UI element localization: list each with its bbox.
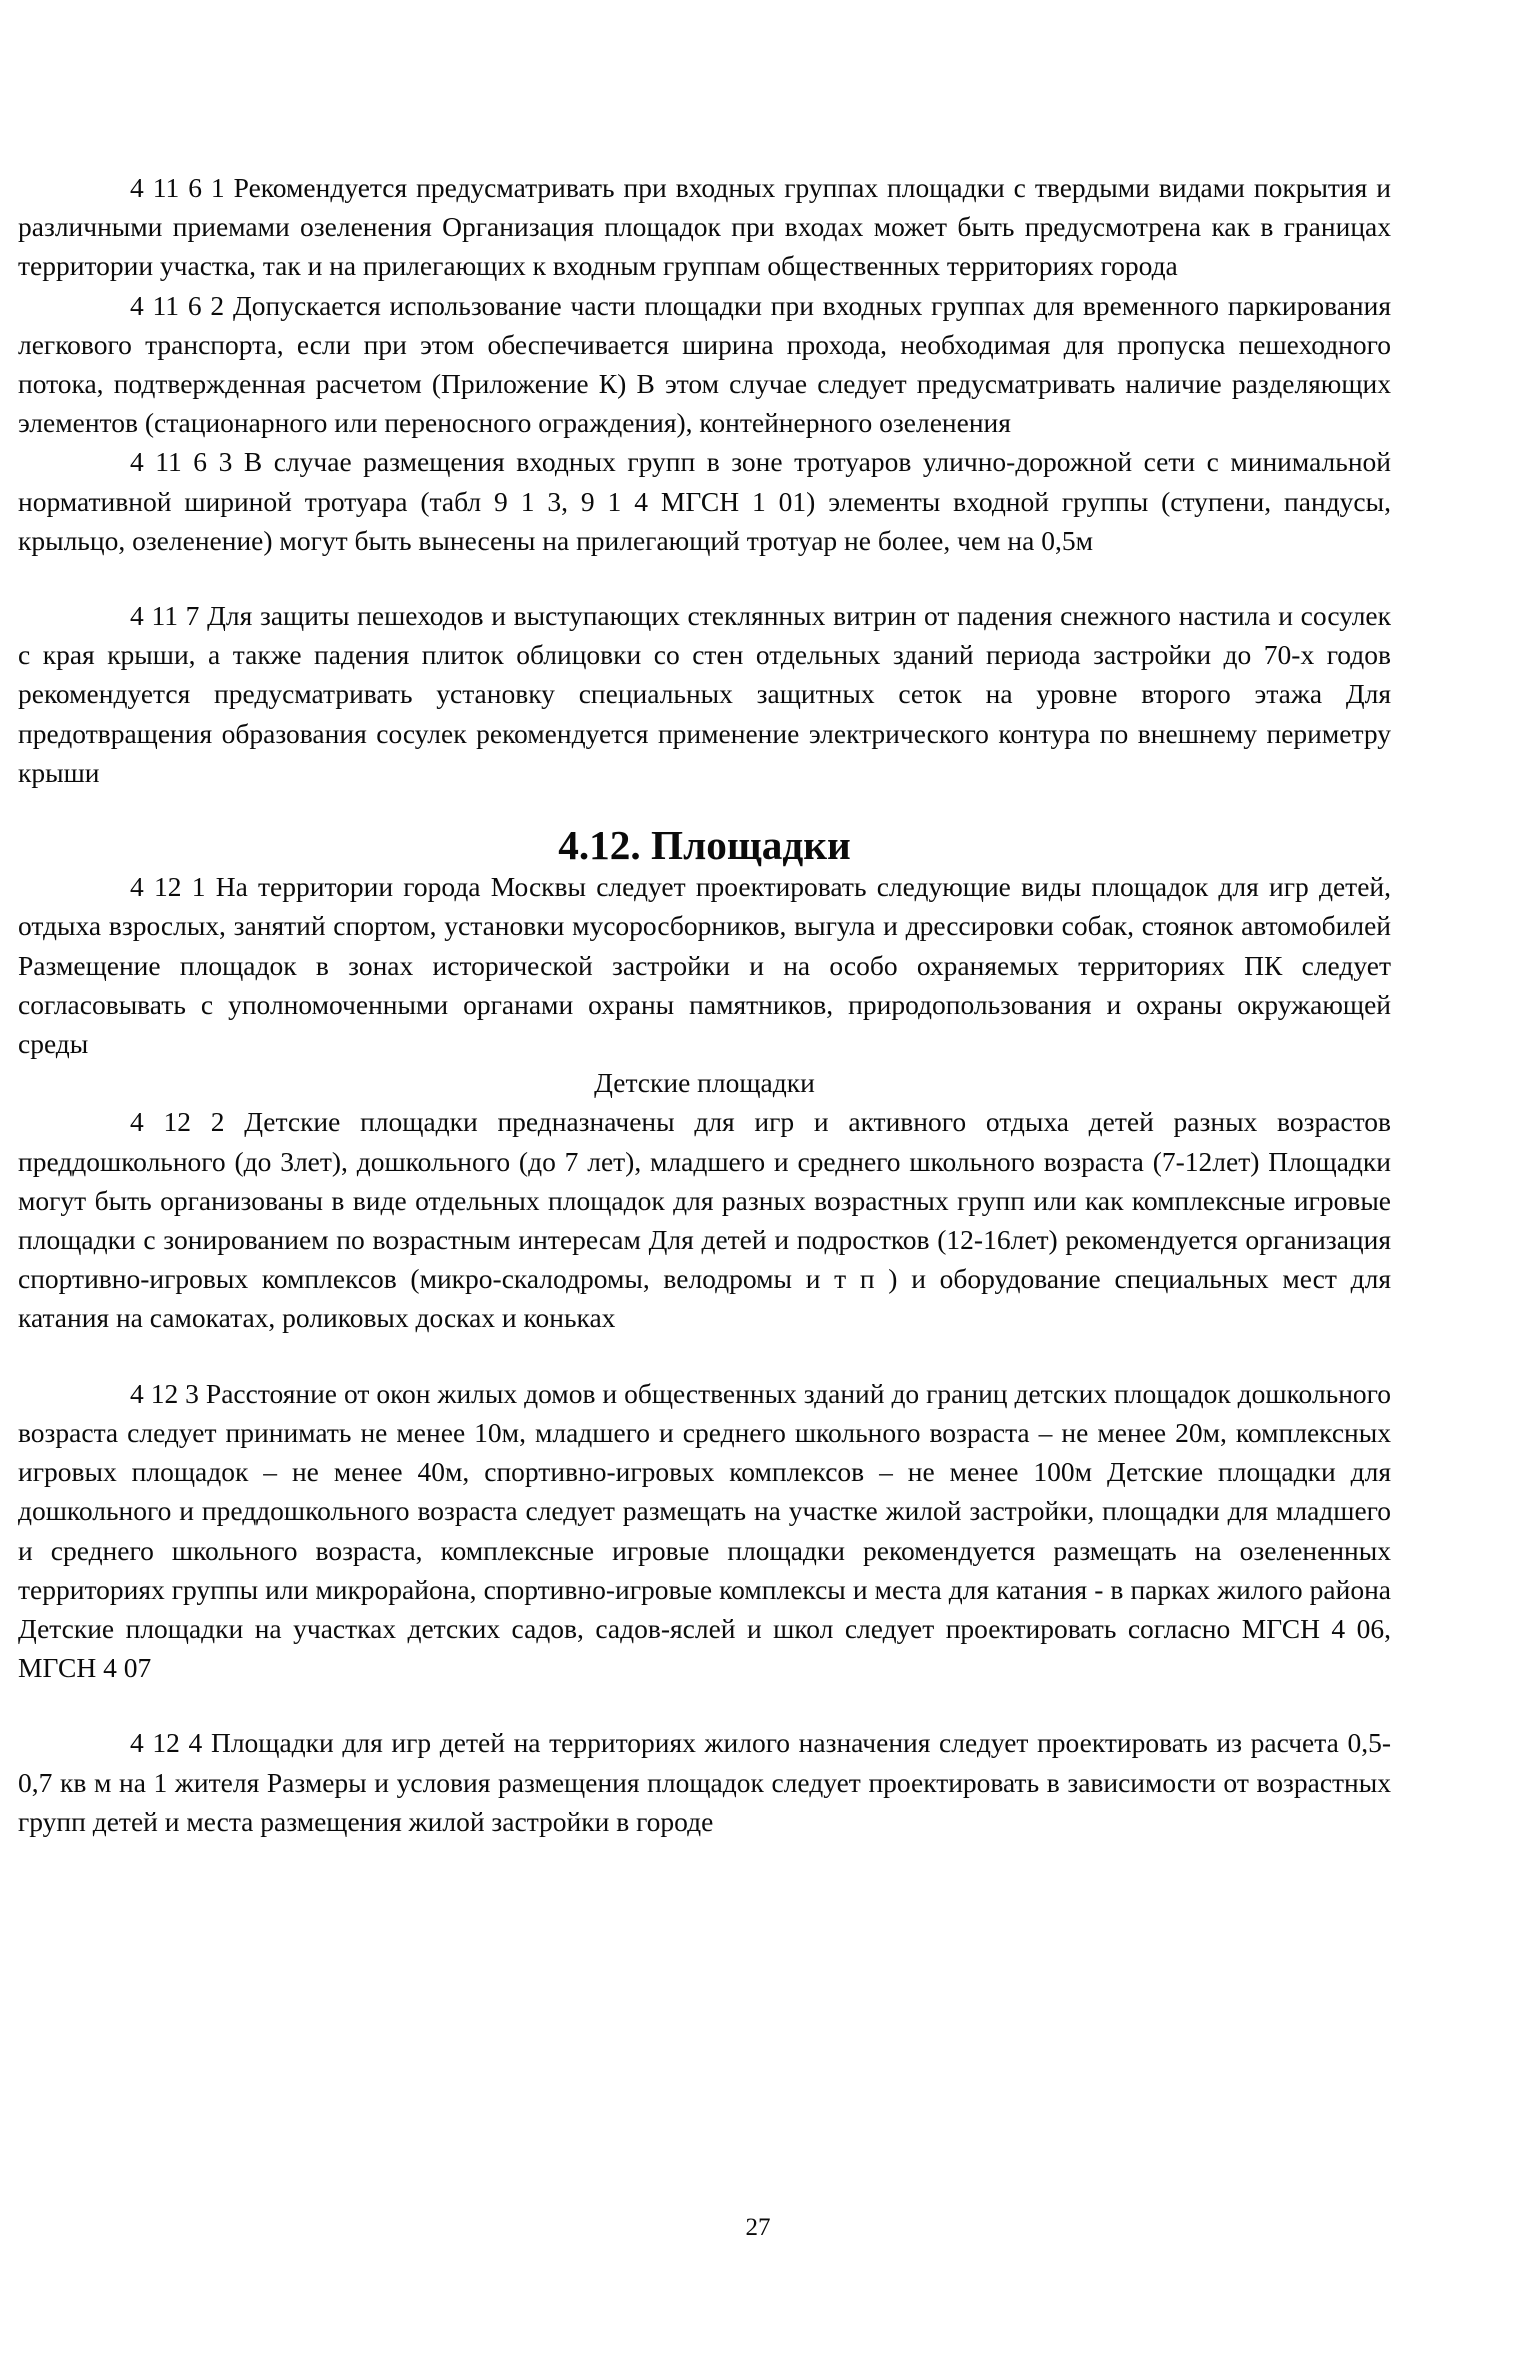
clause-number: 4 12 2 (130, 1106, 225, 1138)
paragraph-4-11-6-2 (18, 286, 1391, 443)
page-content (18, 168, 1391, 1841)
paragraph-4-11-7 (18, 596, 1391, 792)
clause-text: На территории города Москвы следует проектировать следующие виды площадок для игр детей, отдыха взрослых, занятий спортом, установки мусоросборников, выгула и дрессировки собак, стоянок автомобилей Размещение площадок в зонах исторической застройки и на особо охраняемых территориях ПК следует согласовывать с уполномоченными органами охраны памятников, природопользования и охраны окружающей среды (18, 871, 1391, 1060)
clause-number: 4 11 6 3 (130, 446, 233, 478)
clause-text: Площадки для игр детей на территориях жилого назначения следует проектировать из расчета 0,5-0,7 кв м на 1 жителя Размеры и условия размещения площадок следует проектировать в зависимости от возрастных групп детей и места размещения жилой застройки в городе (18, 1727, 1392, 1837)
subheading-children-playgrounds: Детские площадки (594, 1067, 815, 1099)
clause-text: Детские площадки предназначены для игр и активного отдыха детей разных возрастов преддошкольного (до 3лет), дошкольного (до 7 лет), младшего и среднего школьного возраста (7-12лет) Площадки могут быть организованы в виде отдельных площадок для разных возрастных групп или как комплексные игровые площадки с зонированием по возрастным интересам Для детей и подростков (12-16лет) рекомендуется организация спортивно-игровых комплексов (микро-скалодромы, велодромы и т п ) и оборудование специальных мест для катания на самокатах, роликовых досках и коньках (18, 1106, 1391, 1334)
clause-text: Рекомендуется предусматривать при входных группах площадки с твердыми видами покрытия и различными приемами озеленения Организация площадок при входах может быть предусмотрена как в границах территории участка, так и на прилегающих к входным группам общественных территориях города (18, 172, 1392, 282)
section-heading: 4.12. Площадки (558, 822, 851, 869)
paragraph-4-12-2 (18, 1102, 1391, 1337)
page-number: 27 (745, 2214, 771, 2241)
paragraph-4-12-1 (18, 867, 1391, 1063)
clause-text: Допускается использование части площадки при входных группах для временного паркирования легкового транспорта, если при этом обеспечивается ширина прохода, необходимая для пропуска пешеходного потока, подтвержденная расчетом (Приложение К) В этом случае следует предусматривать наличие разделяющих элементов (стационарного или переносного ограждения), контейнерного озеленения (18, 289, 1391, 439)
paragraph-4-12-4 (18, 1723, 1391, 1841)
clause-text: Для защиты пешеходов и выступающих стеклянных витрин от падения снежного настила и сосулек с края крыши, а также падения плиток облицовки со стен отдельных зданий периода застройки до 70-х годов рекомендуется предусматривать установку специальных защитных сеток на уровне второго этажа Для предотвращения образования сосулек рекомендуется применение электрического контура по внешнему периметру крыши (18, 600, 1391, 788)
clause-number: 4 11 6 1 (130, 172, 225, 203)
paragraph-4-12-3 (18, 1374, 1391, 1688)
paragraph-4-11-6-3 (18, 442, 1391, 560)
clause-number: 4 12 3 (130, 1377, 199, 1409)
clause-number: 4 11 7 (130, 600, 200, 632)
clause-text: Расстояние от окон жилых домов и общественных зданий до границ детских площадок дошкольного возраста следует принимать не менее 10м, младшего и среднего школьного возраста – не менее 20м, комплексных игровых площадок – не менее 40м, спортивно-игровых комплексов – не менее 100м Детские площадки для дошкольного и преддошкольного возраста следует размещать на участке жилой застройки, площадки для младшего и среднего школьного возраста, комплексные игровые площадки рекомендуется размещать на озелененных территориях группы или микрорайона, спортивно-игровые комплексы и места для катания - в парках жилого района Детские площадки на участках детских садов, садов-яслей и школ следует проектировать согласно МГСН 4 06, МГСН 4 07 (18, 1377, 1392, 1684)
clause-number: 4 12 1 (130, 871, 206, 903)
clause-text: В случае размещения входных групп в зоне тротуаров улично-дорожной сети с минимальной нормативной шириной тротуара (табл 9 1 3, 9 1 4 МГСН 1 01) элементы входной группы (ступени, пандусы, крыльцо, озеленение) могут быть вынесены на прилегающий тротуар не более, чем на 0,5м (18, 446, 1391, 556)
paragraph-4-11-6-1 (18, 168, 1391, 286)
clause-number: 4 12 4 (130, 1727, 203, 1759)
clause-number: 4 11 6 2 (130, 289, 225, 321)
